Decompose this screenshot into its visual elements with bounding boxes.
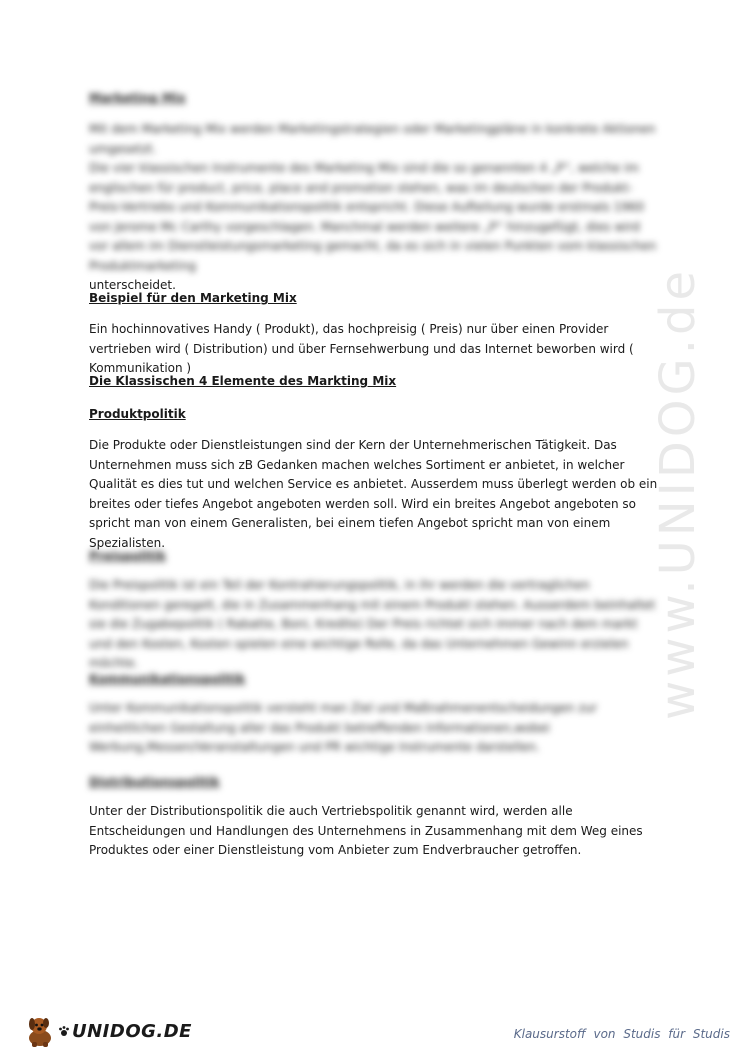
paragraph: Die vier klassischen Instrumente des Marketing Mix sind die so genannten 4 „P“, welche im englischen für product, price, place and promotion stehen, was im deutschen der Produkt-Preis-Vertriebs und Kommunikationspolitik entspricht. Diese Aufteilung wurde erstmals 1960 von Jerome Mc Carthy vorgeschlagen. Manchmal werden weitere „P“ hinzugefügt, dies wird vor allem im Dienstleistungsmarketing gemacht, da es sich in vielen Punkten vom klassischen Produktmarketing <box>89 161 657 273</box>
section-heading: Kommunikationspolitik <box>89 672 246 686</box>
section-marketing-mix <box>89 88 659 296</box>
paragraph: Unter Kommunikationspolitik versteht man Ziel und Maßnahmenentscheidungen zur einheitlichen Gestaltung aller das Produkt betreffenden Informationen,wobei Werbung,Messen/Veranstaltungen und PR wichtige Instrumente darstellen. <box>89 701 598 754</box>
section-beispiel <box>89 288 659 379</box>
section-heading: Beispiel für den Marketing Mix <box>89 291 297 305</box>
logo-text: UNIDOG.DE <box>72 1020 192 1042</box>
footer-tagline: Klausurstoff von Studis für Studis <box>513 1027 730 1041</box>
section-produktpolitik <box>89 404 659 553</box>
footer-logo <box>24 1014 192 1048</box>
section-distributionspolitik <box>89 772 659 861</box>
watermark: www.UNIDOG.de <box>650 266 706 720</box>
paragraph: Ein hochinnovatives Handy ( Produkt), das hochpreisig ( Preis) nur über einen Provider vertrieben wird ( Distribution) und über Fernsehwerbung und das Internet beworben wird ( Kommunikation ) <box>89 322 634 375</box>
section-heading: Produktpolitik <box>89 407 186 421</box>
section-heading: Die Klassischen 4 Elemente des Markting Mix <box>89 374 397 388</box>
section-preispolitik <box>89 546 659 674</box>
section-kommunikationspolitik <box>89 669 659 758</box>
section-elemente <box>89 371 659 391</box>
paragraph: Die Produkte oder Dienstleistungen sind der Kern der Unternehmerischen Tätigkeit. Das Unternehmen muss sich zB Gedanken machen welches Sortiment er anbietet, in welcher Qualität es dies tut und welchen Service es anbietet. Ausserdem muss überlegt werden ob ein breites oder tiefes Angebot angeboten werden soll. Wird ein breites Angebot angeboten so spricht man von einem Generalisten, bei einem tiefen Angebot spricht man von einem Spezialisten. <box>89 438 658 550</box>
paragraph: unterscheidet. <box>89 278 176 292</box>
paw-icon <box>58 1025 70 1037</box>
paragraph: Mit dem Marketing Mix werden Marketingstrategien oder Marketingpläne in konkrete Aktionen umgesetzt. <box>89 122 656 156</box>
section-heading: Marketing Mix <box>89 91 186 105</box>
section-heading: Preispolitik <box>89 549 166 563</box>
section-heading: Distributionspolitik <box>89 775 220 789</box>
paragraph: Die Preispolitik ist ein Teil der Kontrahierungspolitik, in ihr werden die vertraglichen Konditionen geregelt, die in Zusammenhang mit einem Produkt stehen. Ausserdem beinhaltet sie die Zugabepolitik ( Rabatte, Boni, Kredite) Der Preis richtet sich immer nach dem markt und den Kosten, Kosten spielen eine wichtige Rolle, da das Unternehmen Gewinn erzielen möchte. <box>89 578 656 670</box>
paragraph: Unter der Distributionspolitik die auch Vertriebspolitik genannt wird, werden alle Entscheidungen und Handlungen des Unternehmens in Zusammenhang mit dem Weg eines Produktes oder einer Dienstleistung vom Anbieter zum Endverbraucher getroffen. <box>89 804 643 857</box>
dog-mascot-icon <box>24 1014 56 1048</box>
